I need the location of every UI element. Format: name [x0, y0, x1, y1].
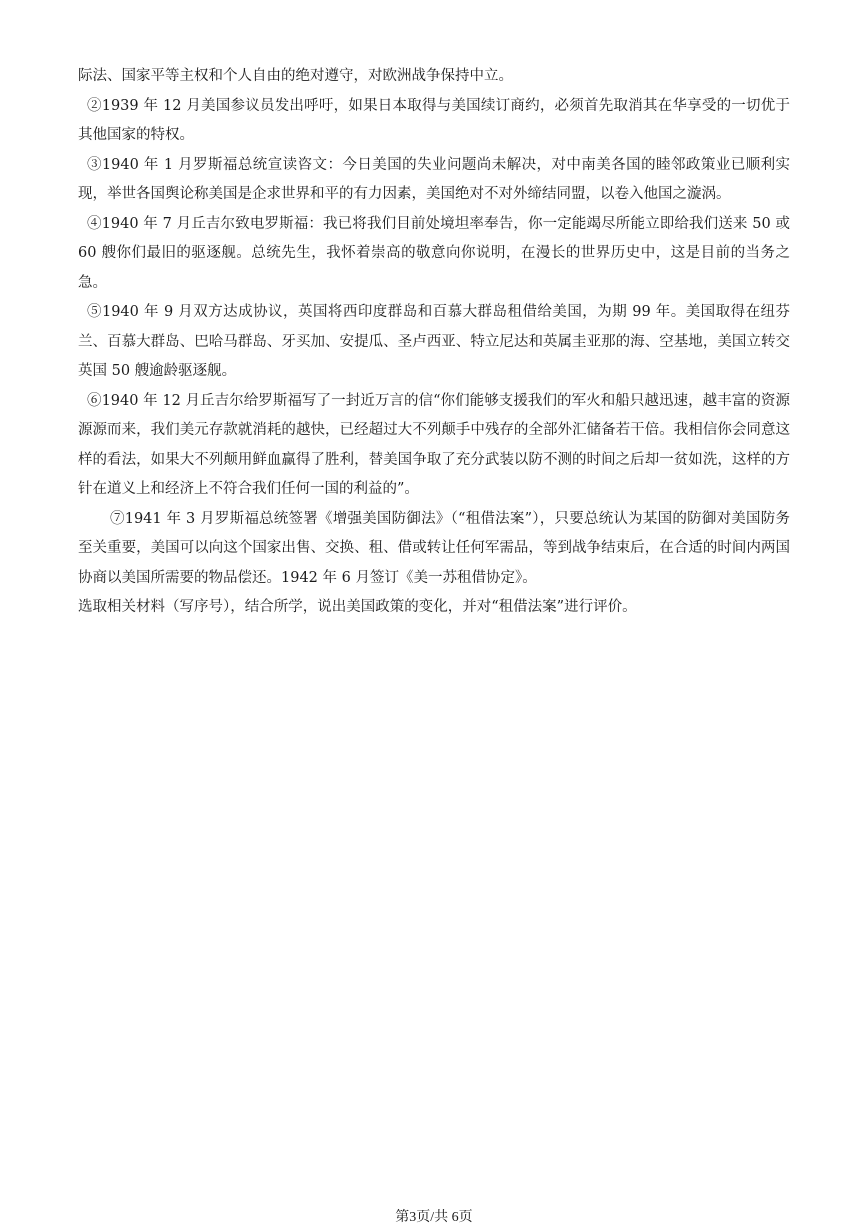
material-3: ③1940 年 1 月罗斯福总统宣读咨文：今日美国的失业问题尚未解决，对中南美各国的睦邻政策业已顺利实现，举世各国舆论称美国是企求世界和平的有力因素，美国绝对不对外缔结同盟，以卷入他国之漩涡。: [78, 156, 790, 202]
material-4: ④1940 年 7 月丘吉尔致电罗斯福：我已将我们目前处境坦率奉告，你一定能竭尽所能立即给我们送来 50 或 60 艘你们最旧的驱逐舰。总统先生，我怀着崇高的敬意向你说明，在漫长的世界历史中，这是目前的当务之急。: [78, 215, 790, 291]
question-content: [78, 62, 790, 623]
material-6: ⑥1940 年 12 月丘吉尔给罗斯福写了一封近万言的信“你们能够支援我们的军火和船只越迅速，越丰富的资源源源而来，我们美元存款就消耗的越快，已经超过大不列颠手中残存的全部外汇储备若干倍。我相信你会同意这样的看法，如果大不列颠用鲜血赢得了胜利，替美国争取了充分武装以防不测的时间之后却一贫如洗，这样的方针在道义上和经济上不符合我们任何一国的利益的”。: [78, 392, 790, 497]
material-1-continuation: 际法、国家平等主权和个人自由的绝对遵守，对欧洲战争保持中立。: [78, 68, 513, 84]
material-5: ⑤1940 年 9 月双方达成协议，英国将西印度群岛和百慕大群岛租借给美国，为期 99 年。美国取得在纽芬兰、百慕大群岛、巴哈马群岛、牙买加、安提瓜、圣卢西亚、特立尼达和英属圭亚那的海、空基地，美国立转交英国 50 艘逾龄驱逐舰。: [78, 304, 790, 379]
material-7: ⑦1941 年 3 月罗斯福总统签署《增强美国防御法》（“租借法案”），只要总统认为某国的防御对美国防务至关重要，美国可以向这个国家出售、交换、租、借或转让任何军需品，等到战争结束后，在合适的时间内两国协商以美国所需要的物品偿还。1942 年 6 月签订《美一苏租借协定》。: [78, 510, 790, 586]
question-prompt: 选取相关材料（写序号），结合所学，说出美国政策的变化，并对“租借法案”进行评价。: [78, 599, 637, 615]
material-2: ②1939 年 12 月美国参议员发出呼吁，如果日本取得与美国续订商约，必须首先取消其在华享受的一切优于其他国家的特权。: [78, 97, 790, 143]
page-number: 第3页/共 6页: [395, 1210, 473, 1225]
